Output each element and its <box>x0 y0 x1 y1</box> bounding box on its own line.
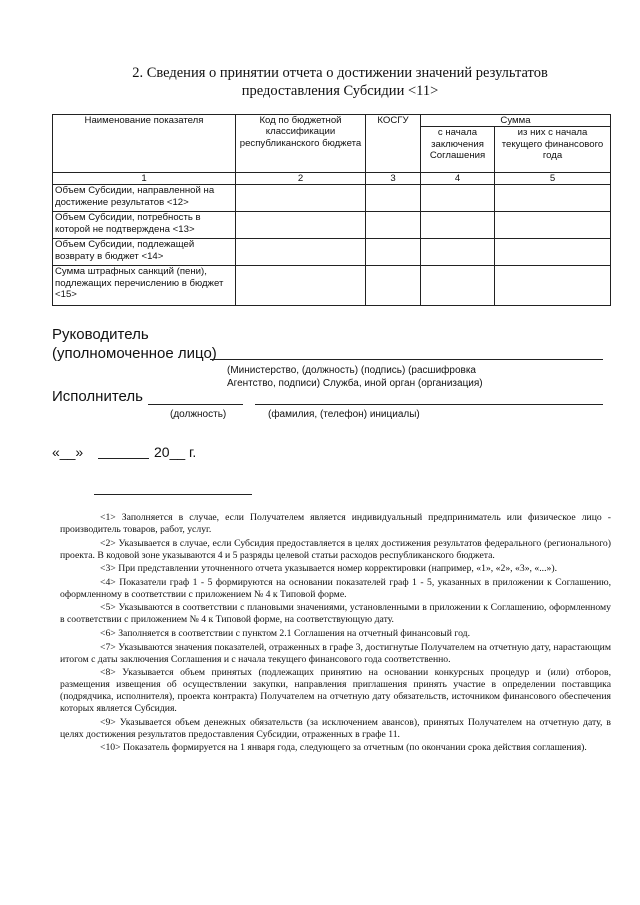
empty-cell <box>421 239 495 266</box>
empty-cell <box>495 212 611 239</box>
empty-cell <box>421 185 495 212</box>
header-budget-code: Код по бюджетной классификации республиканского бюджета <box>236 115 366 173</box>
date-month-line <box>98 458 149 459</box>
empty-cell <box>366 239 421 266</box>
empty-cell <box>366 212 421 239</box>
date-year: 20__ г. <box>154 444 197 460</box>
header-sum: Сумма <box>421 115 611 127</box>
section-title <box>60 64 620 100</box>
empty-cell <box>236 239 366 266</box>
footnote: <7> Указываются значения показателей, отраженных в графе 3, достигнутые Получателем на отчетную дату, нарастающим итогом с даты заключения Соглашения и с начала текущего финансового года соответственно. <box>60 641 611 665</box>
head-label: Руководитель <box>52 326 149 343</box>
table-row <box>53 185 611 212</box>
row-label: Объем Субсидии, направленной на достижение результатов <12> <box>53 185 236 212</box>
empty-cell <box>495 266 611 306</box>
footnotes <box>60 512 611 756</box>
footnote: <4> Показатели граф 1 - 5 формируются на основании показателей граф 1 - 5, указанных в приложении к Соглашению, оформленному в соответствии с приложением № 4 к Типовой форме. <box>60 576 611 600</box>
empty-cell <box>421 266 495 306</box>
column-number: 1 <box>53 173 236 185</box>
empty-cell <box>366 185 421 212</box>
footnote: <8> Указывается объем принятых (подлежащих принятию на основании конкурсных процедур и (или) отборов, размещения извещения об осуществлении закупки, направления приглашения принять участие в определении поставщика (подрядчика, исполнителя), проекта контракта) Получателем на отчетную дату обязательств, источником финансового обеспечения которых является Субсидия. <box>60 667 611 715</box>
row-label: Объем Субсидии, потребность в которой не подтверждена <13> <box>53 212 236 239</box>
date-quotes: «__» <box>52 444 84 460</box>
empty-cell <box>366 266 421 306</box>
section-title-line2: предоставления Субсидии <11> <box>241 83 439 99</box>
footnote: <1> Заполняется в случае, если Получателем является индивидуальный предприниматель или физическое лицо - производитель товаров, работ, услуг. <box>60 512 611 535</box>
empty-cell <box>236 266 366 306</box>
executor-caption-position: (должность) <box>170 409 227 420</box>
header-sum-since-agreement: с начала заключения Соглашения <box>421 127 495 173</box>
header-indicator-name: Наименование показателя <box>53 115 236 173</box>
head-signature-line <box>210 359 603 360</box>
header-kosgu: КОСГУ <box>366 115 421 173</box>
row-label: Объем Субсидии, подлежащей возврату в бюджет <14> <box>53 239 236 266</box>
head-label-authorized: (уполномоченное лицо) <box>52 345 217 362</box>
report-table <box>52 114 611 306</box>
footnote-separator <box>94 494 252 495</box>
footnote: <3> При представлении уточненного отчета указывается номер корректировки (например, «1», «2», «3», «...»). <box>100 563 557 575</box>
empty-cell <box>236 185 366 212</box>
column-number: 3 <box>366 173 421 185</box>
empty-cell <box>421 212 495 239</box>
footnote: <10> Показатель формируется на 1 января года, следующего за отчетным (по окончании срока действия соглашения). <box>100 742 587 754</box>
section-title-line1: 2. Сведения о принятии отчета о достижении значений результатов <box>132 65 548 81</box>
executor-label: Исполнитель <box>52 388 143 405</box>
head-caption-line2: Агентство, подписи) Служба, иной орган (организация) <box>227 378 483 389</box>
footnote: <2> Указывается в случае, если Субсидия предоставляется в целях достижения результатов федерального (регионального) проекта. В кодовой зоне указываются 4 и 5 разряды целевой статьи расходов республиканского бюджета. <box>60 537 611 561</box>
row-label: Сумма штрафных санкций (пени), подлежащих перечислению в бюджет <15> <box>53 266 236 306</box>
head-caption-line1: (Министерство, (должность) (подпись) (расшифровка <box>227 365 476 376</box>
table-row <box>53 266 611 306</box>
column-number: 5 <box>495 173 611 185</box>
executor-caption-name: (фамилия, (телефон) инициалы) <box>268 409 420 420</box>
executor-position-line <box>148 404 243 405</box>
footnote: <6> Заполняется в соответствии с пунктом 2.1 Соглашения на отчетный финансовый год. <box>100 627 471 639</box>
column-number: 2 <box>236 173 366 185</box>
column-number: 4 <box>421 173 495 185</box>
table-row <box>53 212 611 239</box>
table-row <box>53 239 611 266</box>
footnote: <9> Указывается объем денежных обязательств (за исключением авансов), принятых Получателем на отчетную дату, в целях достижения результатов предоставления Субсидии, отраженных в графе 11. <box>60 716 611 740</box>
empty-cell <box>236 212 366 239</box>
empty-cell <box>495 185 611 212</box>
footnote: <5> Указываются в соответствии с плановыми значениями, установленными в приложении к Соглашению, оформленному в соответствии с приложением № 4 к Типовой форме, на соответствующую дату. <box>60 602 611 626</box>
header-sum-current-year: из них с начала текущего финансового года <box>495 127 611 173</box>
empty-cell <box>495 239 611 266</box>
executor-name-line <box>255 404 603 405</box>
